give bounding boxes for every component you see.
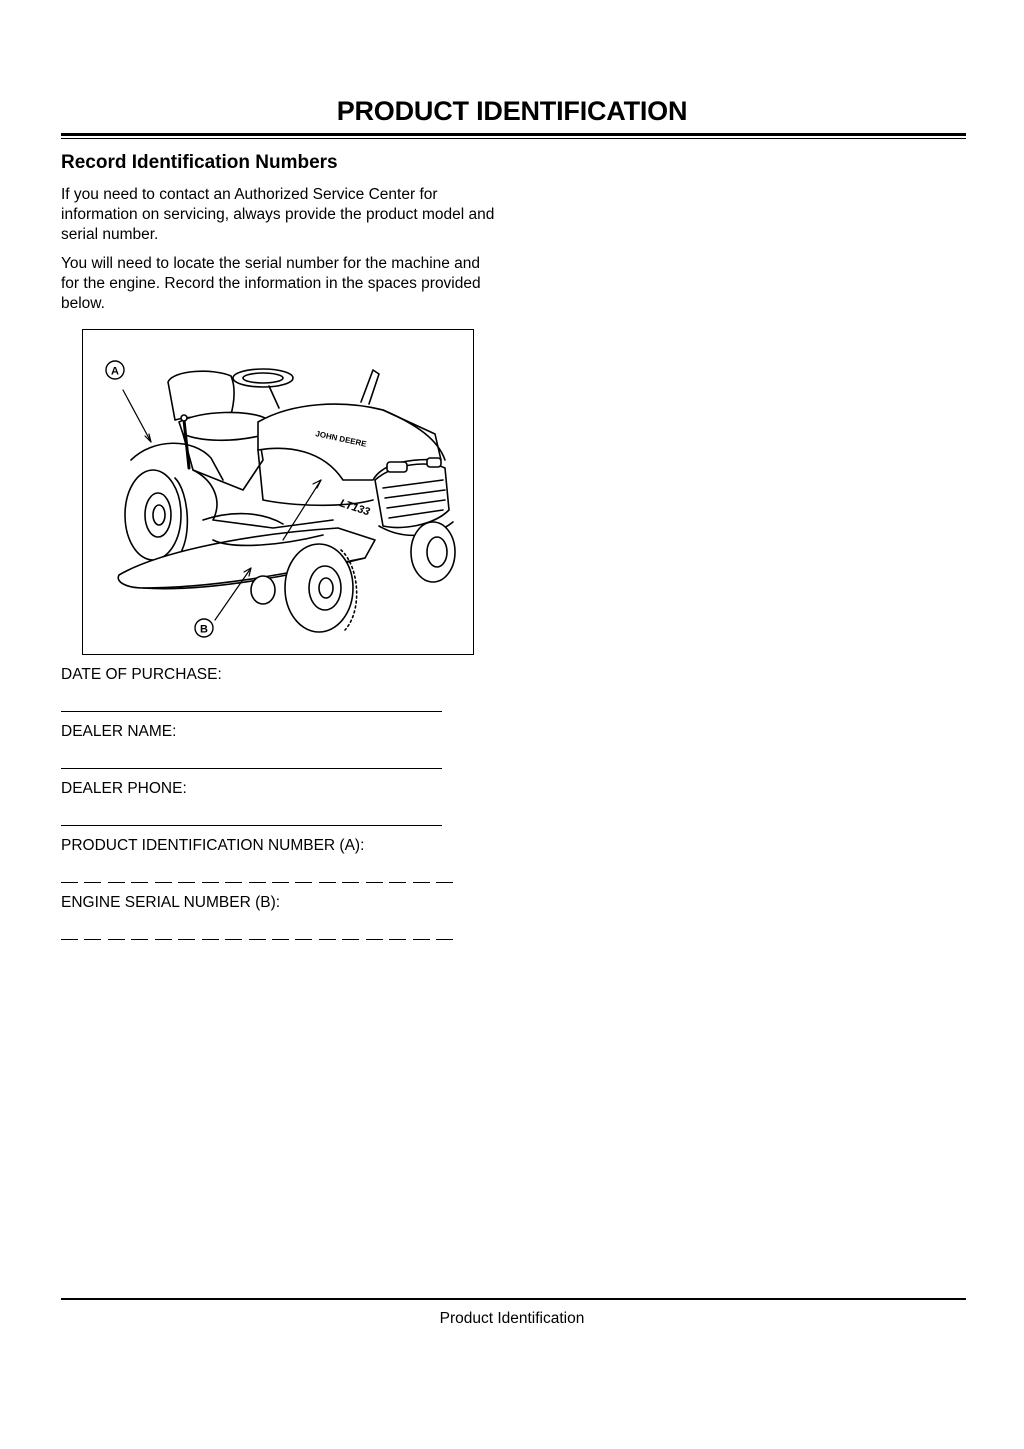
product-id-number-blanks	[61, 882, 453, 884]
product-id-number-label: PRODUCT IDENTIFICATION NUMBER (A):	[61, 837, 365, 854]
dealer-name-line	[61, 768, 442, 769]
callout-b-label: B	[200, 623, 208, 636]
intro-paragraph: If you need to contact an Authorized Service Center for information on servicing, always provide the product model and serial number.	[61, 186, 495, 243]
footer-section-name: Product Identification	[439, 1310, 585, 1327]
callout-a-label: A	[111, 365, 119, 378]
header-rule-thin	[61, 138, 966, 139]
locate-serial-paragraph: You will need to locate the serial number for the machine and for the engine. Record the information in the spaces provided below.	[61, 255, 481, 312]
hood-logo-text: JOHN DEERE	[314, 429, 368, 449]
page-title: PRODUCT IDENTIFICATION	[336, 96, 688, 126]
date-of-purchase-label: DATE OF PURCHASE:	[61, 666, 222, 683]
model-badge-text: LT133	[338, 497, 372, 519]
date-of-purchase-line	[61, 711, 442, 712]
section-heading: Record Identification Numbers	[61, 152, 338, 173]
tractor-illustration	[82, 329, 474, 655]
header-rule-thick	[61, 133, 966, 136]
engine-serial-number-blanks	[61, 939, 453, 941]
dealer-phone-line	[61, 825, 442, 826]
dealer-phone-label: DEALER PHONE:	[61, 780, 187, 797]
dealer-name-label: DEALER NAME:	[61, 723, 177, 740]
engine-serial-number-label: ENGINE SERIAL NUMBER (B):	[61, 894, 281, 911]
footer-rule	[61, 1298, 966, 1300]
